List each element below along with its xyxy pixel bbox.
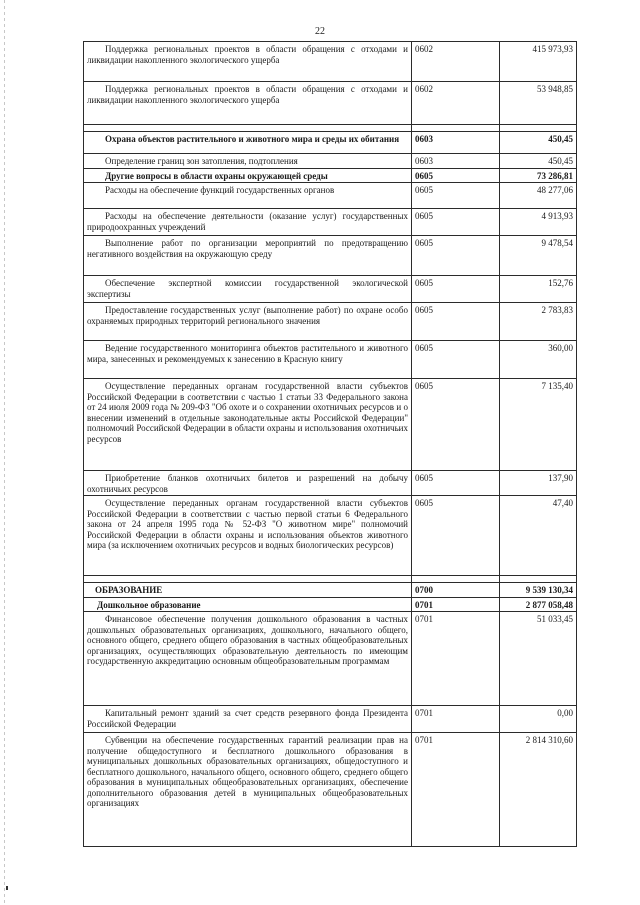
- table-row: [84, 496, 577, 576]
- row-name: Субвенции на обеспечение государственных гарантий реализации прав на получение общедоступного и бесплатного дошкольного образования в муниципальных дошкольных образовательных организациях, общедоступного и бесплатного дошкольного, начального общего, основного общего, среднего общего образования в муниципальных общеобразовательных организациях, обеспечение дополнительного образования детей в муниципальных общеобразовательных организациях: [84, 733, 412, 847]
- row-amount: 51 033,45: [500, 612, 577, 706]
- row-name: Ведение государственного мониторинга объектов растительного и животного мира, занесенных и рекомендуемых к занесению в Красную книгу: [84, 341, 412, 379]
- row-name: Выполнение работ по организации мероприятий по предотвращению негативного воздействия на окружающую среду: [84, 236, 412, 276]
- table-row: [84, 341, 577, 379]
- row-amount: 9 478,54: [500, 236, 577, 276]
- row-amount: 450,45: [500, 154, 577, 169]
- spacer-row: [84, 125, 577, 132]
- spacer-cell: [500, 125, 577, 132]
- spacer-cell: [412, 576, 500, 583]
- spacer-cell: [84, 125, 412, 132]
- table-row: [84, 209, 577, 236]
- table-row: [84, 132, 577, 154]
- scan-margin-dots: [4, 0, 6, 905]
- row-name: Осуществление переданных органам государственной власти субъектов Российской Федерации в соответствии с частью первой статьи 6 Федерального закона от 24 апреля 1995 года № 52-ФЗ "О животном мире" полномочий Российской Федерации в области охраны и использования объектов животного мира (за исключением охотничьих ресурсов и водных биологических ресурсов): [84, 496, 412, 576]
- row-amount: 47,40: [500, 496, 577, 576]
- row-code: 0701: [412, 706, 500, 733]
- row-name: Предоставление государственных услуг (выполнение работ) по охране особо охраняемых природных территорий регионального значения: [84, 303, 412, 341]
- spacer-row: [84, 576, 577, 583]
- table-row: [84, 733, 577, 847]
- spacer-cell: [84, 576, 412, 583]
- row-code: 0605: [412, 276, 500, 303]
- row-code: 0602: [412, 42, 500, 82]
- row-amount: 7 135,40: [500, 379, 577, 471]
- row-code: 0602: [412, 82, 500, 125]
- table-row: [84, 303, 577, 341]
- table-row: [84, 597, 577, 612]
- row-amount: 415 973,93: [500, 42, 577, 82]
- row-code: 0603: [412, 154, 500, 169]
- row-amount: 48 277,06: [500, 183, 577, 209]
- row-amount: 2 877 058,48: [500, 597, 577, 612]
- row-amount: 2 783,83: [500, 303, 577, 341]
- row-code: 0700: [412, 583, 500, 598]
- table-row: [84, 82, 577, 125]
- row-code: 0605: [412, 183, 500, 209]
- row-code: 0605: [412, 341, 500, 379]
- row-amount: 360,00: [500, 341, 577, 379]
- table-row: [84, 236, 577, 276]
- row-amount: 73 286,81: [500, 168, 577, 183]
- table-row: [84, 154, 577, 169]
- table-row: [84, 471, 577, 496]
- row-name: Дошкольное образование: [84, 597, 412, 612]
- spacer-cell: [500, 576, 577, 583]
- row-name: Обеспечение экспертной комиссии государственной экологической экспертизы: [84, 276, 412, 303]
- row-amount: 137,90: [500, 471, 577, 496]
- page-number: 22: [315, 26, 325, 37]
- row-code: 0605: [412, 168, 500, 183]
- table-row: [84, 583, 577, 598]
- row-name: Капитальный ремонт зданий за счет средств резервного фонда Президента Российской Федерации: [84, 706, 412, 733]
- row-amount: 4 913,93: [500, 209, 577, 236]
- row-code: 0701: [412, 612, 500, 706]
- table-row: [84, 612, 577, 706]
- row-amount: 53 948,85: [500, 82, 577, 125]
- row-code: 0701: [412, 597, 500, 612]
- row-code: 0605: [412, 236, 500, 276]
- spacer-cell: [412, 125, 500, 132]
- row-amount: 152,76: [500, 276, 577, 303]
- table-row: [84, 42, 577, 82]
- table-row: [84, 379, 577, 471]
- table-row: [84, 168, 577, 183]
- table-row: [84, 706, 577, 733]
- row-name: Охрана объектов растительного и животного мира и среды их обитания: [84, 132, 412, 154]
- row-amount: 2 814 310,60: [500, 733, 577, 847]
- row-name: Поддержка региональных проектов в области обращения с отходами и ликвидации накопленного экологического ущерба: [84, 82, 412, 125]
- row-name: Осуществление переданных органам государственной власти субъектов Российской Федерации в соответствии с частью 1 статьи 33 Федерального закона от 24 июля 2009 года № 209-ФЗ "Об охоте и о сохранении охотничьих ресурсов и о внесении изменений в отдельные законодательные акты Российской Федерации" полномочий Российской Федерации в области охраны и использования охотничьих ресурсов: [84, 379, 412, 471]
- row-name: Другие вопросы в области охраны окружающей среды: [84, 168, 412, 183]
- row-code: 0605: [412, 496, 500, 576]
- row-amount: 0,00: [500, 706, 577, 733]
- row-code: 0701: [412, 733, 500, 847]
- row-code: 0605: [412, 209, 500, 236]
- row-name: Определение границ зон затопления, подтопления: [84, 154, 412, 169]
- row-code: 0605: [412, 471, 500, 496]
- row-code: 0605: [412, 303, 500, 341]
- row-name: ОБРАЗОВАНИЕ: [84, 583, 412, 598]
- row-name: Финансовое обеспечение получения дошкольного образования в частных дошкольных образовательных организациях, дошкольного, начального общего, основного общего, среднего общего образования в частных общеобразовательных организациях, осуществляющих образовательную деятельность по имеющим государственную аккредитацию основным общеобразовательным программам: [84, 612, 412, 706]
- row-name: Поддержка региональных проектов в области обращения с отходами и ликвидации накопленного экологического ущерба: [84, 42, 412, 82]
- row-amount: 450,45: [500, 132, 577, 154]
- budget-table: [83, 41, 577, 847]
- row-name: Приобретение бланков охотничьих билетов и разрешений на добычу охотничьих ресурсов: [84, 471, 412, 496]
- row-name: Расходы на обеспечение деятельности (оказание услуг) государственных природоохранных учреждений: [84, 209, 412, 236]
- table-row: [84, 276, 577, 303]
- row-code: 0603: [412, 132, 500, 154]
- row-code: 0605: [412, 379, 500, 471]
- row-amount: 9 539 130,34: [500, 583, 577, 598]
- table-row: [84, 183, 577, 209]
- row-name: Расходы на обеспечение функций государственных органов: [84, 183, 412, 209]
- scan-mark: [6, 886, 8, 890]
